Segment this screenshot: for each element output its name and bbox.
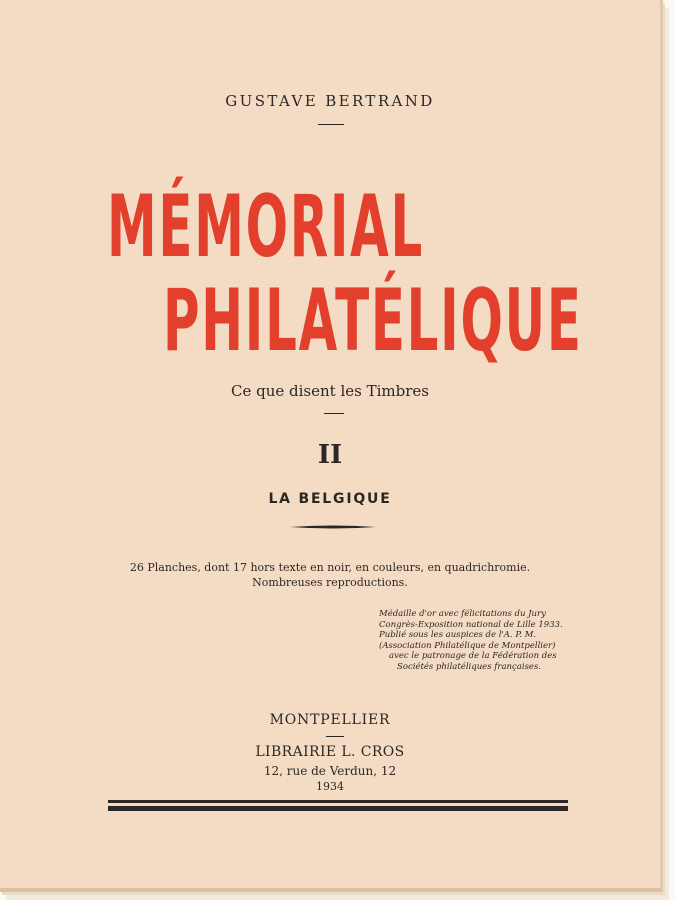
title-line-1: MÉMORIAL (107, 177, 425, 277)
award-line: (Association Philatélique de Montpellier) (379, 640, 556, 651)
title-line-2: PHILATÉLIQUE (163, 271, 583, 371)
award-line: Médaille d'or avec félicitations du Jury (379, 609, 546, 619)
volume-number: II (317, 440, 343, 470)
bottom-rule-thick (108, 806, 568, 811)
award-line: Publié sous les auspices de l'A. P. M. (379, 630, 537, 640)
award-line: Sociétés philatéliques françaises. (397, 661, 542, 672)
publisher-name: LIBRAIRIE L. CROS (255, 744, 405, 760)
description (0, 560, 660, 590)
bottom-rule-thin (108, 800, 568, 803)
publisher-address: 12, rue de Verdun, 12 (263, 764, 397, 778)
subtitle: Ce que disent les Timbres (231, 382, 429, 400)
subtitle-divider (324, 413, 344, 414)
volume-title: LA BELGIQUE (268, 491, 392, 507)
ornament-divider-icon (288, 523, 378, 531)
publication-year: 1934 (316, 780, 344, 793)
description-line: Nombreuses reproductions. (252, 576, 408, 589)
award-line: avec le patronage de la Fédération des (389, 651, 557, 661)
award-line: Congrès-Exposition national de Lille 1933. (379, 619, 563, 630)
publisher-city: MONTPELLIER (269, 712, 391, 728)
award-notice (377, 609, 577, 672)
author-divider (318, 124, 344, 125)
author-name: GUSTAVE BERTRAND (225, 92, 435, 110)
city-divider (326, 736, 344, 737)
description-line: 26 Planches, dont 17 hors texte en noir, en couleurs, en quadrichromie. (129, 561, 531, 574)
